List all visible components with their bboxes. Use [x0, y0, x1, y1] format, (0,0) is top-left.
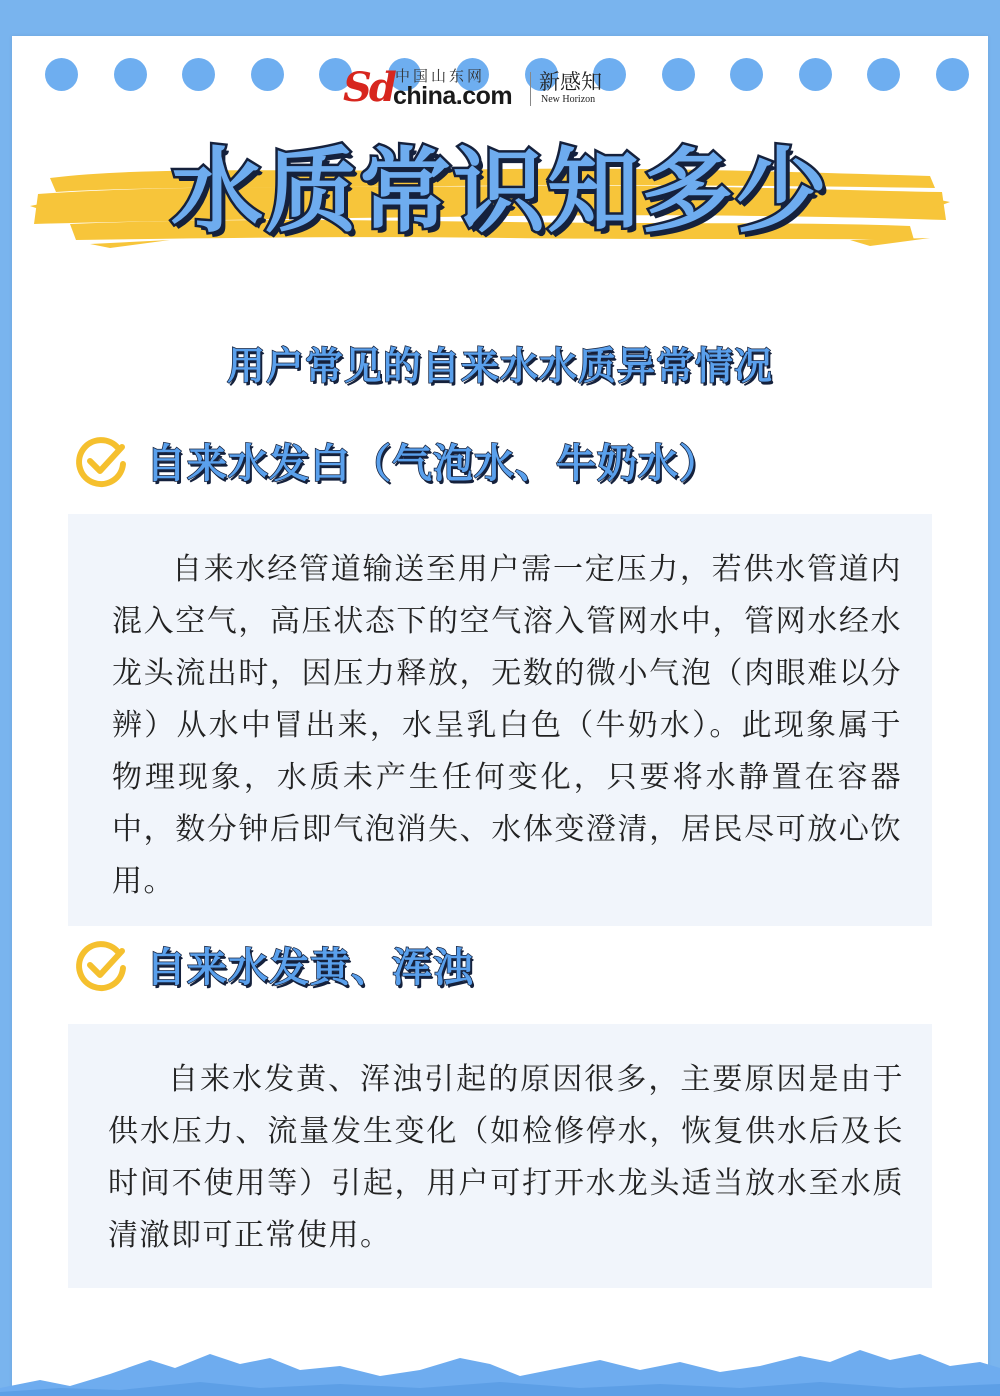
site-logo: [343, 66, 613, 112]
partner-logo-english: New Horizon: [541, 94, 596, 105]
mountain-silhouette: [0, 1330, 1000, 1396]
logo-domain: china.com: [393, 82, 513, 110]
check-circle-icon: [74, 938, 130, 994]
section-body-white-water: 自来水经管道输送至用户需一定压力，若供水管道内混入空气，高压状态下的空气溶入管网水中，管网水经水龙头流出时，因压力释放，无数的微小气泡（肉眼难以分辨）从水中冒出来，水呈乳白色（牛奶水）。此现象属于物理现象，水质未产生任何变化，只要将水静置在容器中，数分钟后即气泡消失、水体变澄清，居民尽可放心饮用。: [112, 552, 902, 899]
section-card-white-water: [68, 514, 932, 926]
logo-divider: [530, 72, 531, 106]
binder-hole: [45, 58, 78, 91]
partner-logo: 新感知: [539, 70, 602, 94]
page-title: 水质常识知多少: [170, 138, 829, 245]
binder-hole: [936, 58, 969, 91]
binder-hole: [114, 58, 147, 91]
section-heading-yellow-water: 自来水发黄、浑浊: [146, 945, 474, 991]
binder-hole: [867, 58, 900, 91]
binder-hole: [662, 58, 695, 91]
binder-hole: [251, 58, 284, 91]
logo-mark: Sd: [343, 64, 394, 111]
logo-chinese-name: 中国山东网: [395, 67, 486, 85]
section-card-yellow-water: [68, 1024, 932, 1288]
check-circle-icon: [74, 434, 130, 490]
section-heading-white-water: 自来水发白（气泡水、牛奶水）: [146, 441, 720, 487]
binder-hole: [799, 58, 832, 91]
binder-hole: [730, 58, 763, 91]
binder-hole: [182, 58, 215, 91]
page-subtitle: 用户常见的自来水水质异常情况: [226, 344, 773, 388]
section-body-yellow-water: 自来水发黄、浑浊引起的原因很多，主要原因是由于供水压力、流量发生变化（如检修停水，恢复供水后及长时间不使用等）引起，用户可打开水龙头适当放水至水质清澈即可正常使用。: [108, 1062, 904, 1253]
